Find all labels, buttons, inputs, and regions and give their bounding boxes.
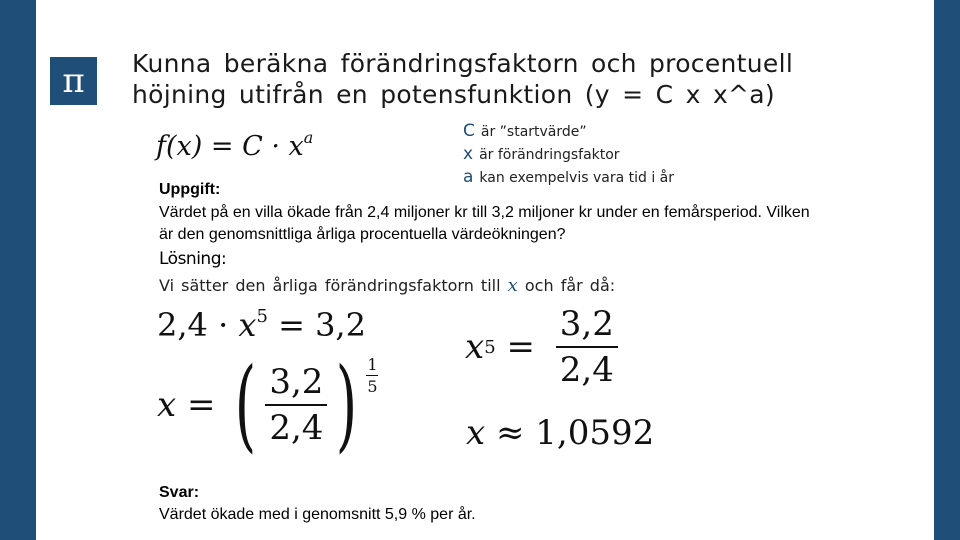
left-paren: (	[235, 346, 257, 463]
task-heading: Uppgift:	[159, 181, 221, 198]
solution-text-before: Vi sätter den årliga förändringsfaktorn till	[159, 276, 501, 295]
eq3-var: x	[157, 385, 177, 425]
fraction-bar	[265, 404, 327, 406]
eq2-equals: =	[495, 327, 546, 367]
eq4-var: x	[466, 413, 486, 453]
eq1-var: x	[238, 306, 257, 344]
eq1-left: 2,4 ·	[157, 306, 239, 344]
variable-symbol: x	[463, 144, 474, 164]
variable-item	[463, 166, 674, 189]
eq2-denominator: 2,4	[559, 350, 614, 390]
eq1-right: = 3,2	[267, 306, 366, 344]
variable-symbol: C	[463, 121, 475, 141]
solution-intro	[159, 275, 615, 296]
eq3-exp-numerator: 1	[367, 355, 378, 374]
variable-symbol: a	[463, 167, 474, 187]
eq2-exp: 5	[484, 336, 496, 358]
variable-item	[463, 143, 674, 166]
task-text: Värdet på en villa ökade från 2,4 miljoner kr till 3,2 miljoner kr under en femårsperiod. Vilken är den genomsnittliga årliga procentuella värdeökningen?	[159, 204, 810, 243]
variable-item	[463, 120, 674, 143]
answer-text: Värdet ökade med i genomsnitt 5,9 % per år.	[159, 506, 476, 523]
right-accent-bar	[934, 0, 960, 540]
eq2-fraction	[556, 304, 618, 390]
variable-description: är ”startvärde”	[480, 124, 587, 140]
right-paren: )	[336, 346, 358, 463]
solution-heading: Lösning:	[159, 249, 227, 269]
fraction-bar	[366, 375, 378, 376]
equation-4	[466, 413, 654, 453]
solution-variable: x	[507, 275, 518, 296]
power-function-formula	[156, 128, 313, 162]
equation-1	[157, 306, 366, 344]
eq3-numerator: 3,2	[269, 362, 324, 402]
answer-heading: Svar:	[159, 484, 200, 501]
eq1-exp: 5	[256, 306, 268, 327]
variable-description: kan exempelvis vara tid i år	[479, 170, 675, 186]
pi-symbol: π	[62, 61, 85, 101]
slide-title: Kunna beräkna förändringsfaktorn och procentuell höjning utifrån en potensfunktion (y = C x x^a)	[132, 49, 794, 109]
eq3-equals: =	[176, 385, 227, 425]
solution-text-after: och får då:	[524, 276, 616, 295]
eq3-fraction	[265, 362, 327, 448]
fraction-bar	[556, 346, 618, 348]
equation-3	[157, 346, 378, 463]
formula-exponent: a	[303, 128, 314, 147]
left-accent-bar	[0, 0, 36, 540]
formula-lhs: f(x) = C · x	[156, 131, 304, 162]
eq3-exponent-fraction	[366, 355, 378, 396]
variable-description: är förändringsfaktor	[479, 147, 620, 163]
pi-badge-icon	[50, 57, 97, 105]
equation-2	[465, 304, 618, 390]
eq4-rest: ≈ 1,0592	[485, 413, 655, 453]
eq3-exp-denominator: 5	[367, 377, 378, 396]
eq2-var: x	[465, 327, 485, 367]
eq2-numerator: 3,2	[559, 304, 614, 344]
eq3-denominator: 2,4	[269, 408, 324, 448]
variable-definitions	[463, 120, 674, 189]
